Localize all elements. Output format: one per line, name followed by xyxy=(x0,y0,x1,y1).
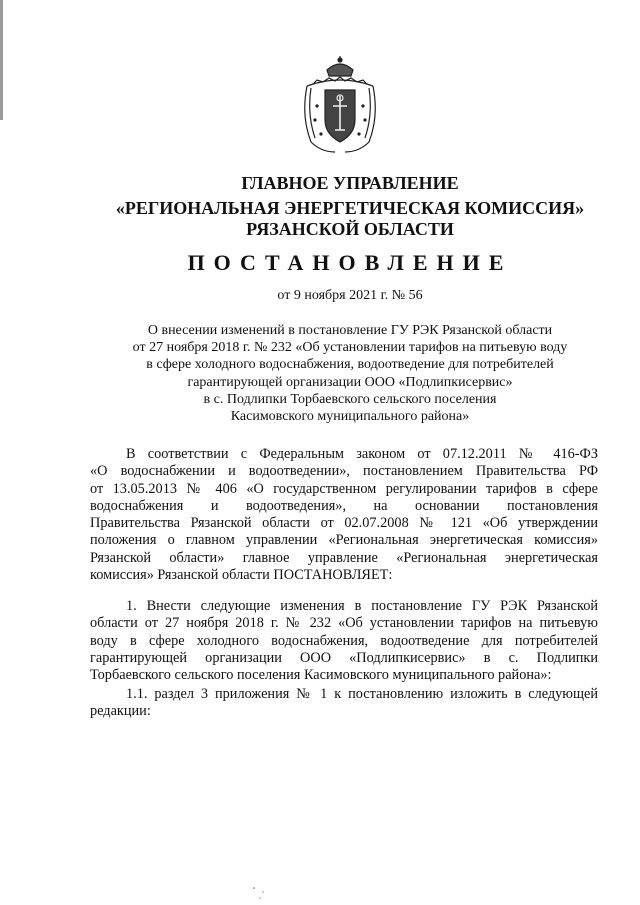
paragraph-line: Рязанской области» главное управление «Региональная энергетическая xyxy=(90,549,598,566)
paragraph-line: комиссия» Рязанской области ПОСТАНОВЛЯЕТ: xyxy=(90,567,393,584)
document-type-title: ПОСТАНОВЛЕНИЕ xyxy=(187,250,513,275)
subject-line: О внесении изменений в постановление ГУ РЭК Рязанской области xyxy=(147,323,553,338)
subject-line: в с. Подлипки Торбаевского сельского поселения xyxy=(203,391,497,407)
paragraph-line: Торбаевского сельского поселения Касимовского муниципального района»: xyxy=(90,667,552,684)
paragraph-line: от 13.05.2013 № 406 «О государственном регулировании тарифов в сфере xyxy=(90,480,598,497)
paragraph-line: воду в сфере холодного водоснабжения, водоотведение для потребителей xyxy=(90,632,598,649)
paragraph-line: В соответствии с Федеральным законом от 07.12.2011 № 416-ФЗ xyxy=(126,446,598,462)
paragraph-line: гарантирующей организации ООО «Подлипкисервис» в с. Подлипки xyxy=(90,649,598,666)
paragraph-line: редакции: xyxy=(90,703,151,720)
preamble-paragraph xyxy=(90,446,598,584)
paragraph-line: водоснабжения и водоотведения», на основании постановления xyxy=(90,497,598,514)
authority-name-line-1: ГЛАВНОЕ УПРАВЛЕНИЕ xyxy=(241,173,459,193)
item-1-paragraph xyxy=(90,598,598,684)
paragraph-line: 1.1. раздел 3 приложения № 1 к постановлению изложить в следующей xyxy=(126,686,598,702)
authority-name-line-2: «РЕГИОНАЛЬНАЯ ЭНЕРГЕТИЧЕСКАЯ КОМИССИЯ» xyxy=(115,198,585,218)
paragraph-line: области от 27 ноября 2018 г. № 232 «Об установлении тарифов на питьевую xyxy=(90,615,598,632)
paragraph-line: Правительства Рязанской области от 02.07.2008 № 121 «Об утверждении xyxy=(90,515,598,532)
paragraph-line: положения о главном управлении «Региональная энергетическая комиссия» xyxy=(90,532,598,549)
paragraph-line: «О водоснабжении и водоотведении», постановлением Правительства РФ xyxy=(90,463,598,480)
coat-of-arms-emblem xyxy=(297,56,383,156)
decree-subject xyxy=(90,322,610,425)
authority-name-line-3: РЯЗАНСКОЙ ОБЛАСТИ xyxy=(246,219,454,239)
paragraph-line: 1. Внести следующие изменения в постановление ГУ РЭК Рязанской xyxy=(126,598,598,614)
subject-line: от 27 ноября 2018 г. № 232 «Об установлении тарифов на питьевую воду xyxy=(132,340,568,356)
item-1-1-paragraph xyxy=(90,686,598,721)
subject-line: Касимовского муниципального района» xyxy=(230,409,470,425)
subject-line: гарантирующей организации ООО «Подлипкисервис» xyxy=(187,374,513,390)
decree-date-number: от 9 ноября 2021 г. № 56 xyxy=(277,288,423,303)
subject-line: в сфере холодного водоснабжения, водоотведение для потребителей xyxy=(146,357,554,373)
